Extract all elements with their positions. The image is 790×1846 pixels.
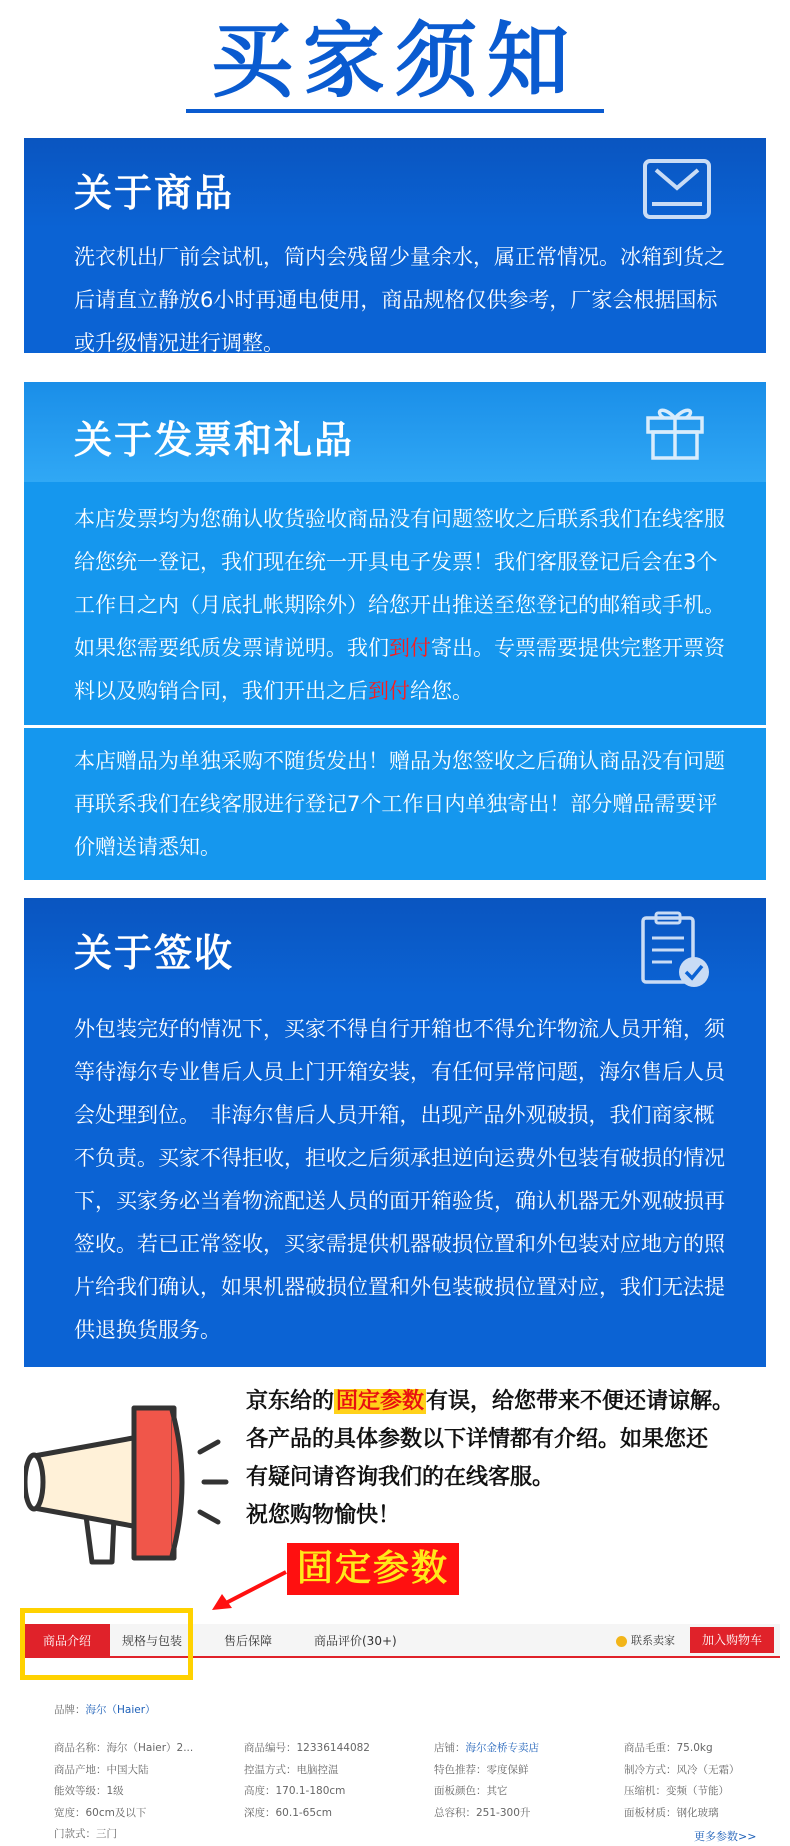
section-invoice-body bbox=[24, 498, 766, 713]
spec-col-1 bbox=[54, 1738, 193, 1846]
section-sign bbox=[24, 898, 766, 1367]
spec-col-4 bbox=[624, 1738, 740, 1824]
page-title-area bbox=[0, 0, 790, 120]
notice-line-2: 各产品的具体参数以下详情都有介绍。如果您还 bbox=[246, 1427, 709, 1452]
highlight-box bbox=[20, 1608, 193, 1680]
notice-line-3: 有疑问请咨询我们的在线客服。 bbox=[246, 1465, 555, 1490]
invoice-text-b: 寄出。专票需要提供完整开票资料以及购销合同，我们开出之后 bbox=[74, 636, 725, 703]
notice-highlight: 固定参数 bbox=[336, 1389, 425, 1414]
more-params-link[interactable]: 更多参数>> bbox=[694, 1830, 757, 1843]
spec-item: 能效等级：1级 bbox=[54, 1785, 124, 1797]
section-gift-body: 本店赠品为单独采购不随货发出！赠品为您签收之后确认商品没有问题再联系我们在线客服进行登记7个工作日内单独寄出！部分赠品需要评价赠送请悉知。 bbox=[74, 749, 725, 859]
megaphone-icon bbox=[24, 1396, 234, 1580]
notice-text bbox=[246, 1383, 786, 1535]
page-title: 买家须知 bbox=[210, 13, 579, 109]
section-sign-heading: 关于签收 bbox=[74, 931, 235, 975]
spec-item: 特色推荐：零度保鲜 bbox=[434, 1763, 529, 1776]
spec-item: 制冷方式：风冷（无霜） bbox=[624, 1763, 740, 1776]
spec-item: 商品名称：海尔（Haier）2... bbox=[54, 1742, 194, 1754]
section-invoice-heading: 关于发票和礼品 bbox=[74, 418, 355, 462]
notice-pre: 京东给的 bbox=[246, 1389, 335, 1414]
spec-col-2 bbox=[244, 1738, 370, 1824]
spec-brand-label: 品牌： bbox=[54, 1704, 86, 1716]
section-invoice-header bbox=[24, 382, 766, 482]
section-sign-body: 外包装完好的情况下，买家不得自行开箱也不得允许物流人员开箱，须等待海尔专业售后人员上门开箱安装，有任何异常问题，海尔售后人员会处理到位。 非海尔售后人员开箱，出现产品外观破损，我们商家概不负责。买家不得拒收，拒收之后须承担逆向运费外包装有破损的情况下，买家务必当着物流配送人员的面开箱验货，确认机器无外观破损再签收。若已正常签收，买家需提供机器破损位置和外包装对应地方的照片给我们确认，如果机器破损位置和外包装破损位置对应，我们无法提供退换货服务。 bbox=[74, 1017, 725, 1342]
contact-icon bbox=[616, 1636, 627, 1647]
gift-icon bbox=[642, 396, 708, 466]
arrow-icon bbox=[210, 1568, 290, 1618]
section-gift bbox=[24, 728, 766, 880]
notice-line-1 bbox=[246, 1383, 786, 1421]
invoice-cod-2: 到付 bbox=[368, 679, 410, 703]
spec-col-3 bbox=[434, 1738, 539, 1824]
add-to-cart-button[interactable]: 加入购物车 bbox=[690, 1627, 774, 1653]
section-goods bbox=[24, 138, 766, 353]
invoice-cod-1: 到付 bbox=[389, 636, 431, 660]
section-goods-header bbox=[24, 138, 766, 228]
spec-item: 商品产地：中国大陆 bbox=[54, 1763, 149, 1776]
spec-item: 总容积：251-300升 bbox=[434, 1806, 531, 1819]
section-goods-body: 洗衣机出厂前会试机，筒内会残留少量余水，属正常情况。冰箱到货之后请直立静放6小时再通电使用，商品规格仅供参考，厂家会根据国标或升级情况进行调整。 bbox=[74, 245, 725, 355]
shopping-bag-icon bbox=[642, 158, 712, 224]
spec-item: 门款式：三门 bbox=[54, 1828, 117, 1840]
spec-brand bbox=[54, 1702, 156, 1717]
tab-after-sales[interactable]: 售后保障 bbox=[224, 1634, 273, 1648]
spec-item: 面板材质：钢化玻璃 bbox=[624, 1806, 719, 1819]
tab-specs-packaging[interactable]: 规格与包装 bbox=[122, 1634, 183, 1648]
spec-brand-value[interactable]: 海尔（Haier） bbox=[85, 1704, 156, 1716]
fixed-params-tag: 固定参数 bbox=[287, 1543, 459, 1595]
spec-item: 宽度：60cm及以下 bbox=[54, 1806, 147, 1819]
notice-line1-post: 有误，给您带来不便还请谅解。 bbox=[426, 1389, 735, 1414]
spec-item: 高度：170.1-180cm bbox=[244, 1785, 346, 1797]
spec-store bbox=[434, 1738, 539, 1760]
spec-item: 压缩机：变频（节能） bbox=[624, 1785, 729, 1797]
spec-item: 深度：60.1-65cm bbox=[244, 1806, 333, 1819]
section-invoice bbox=[24, 382, 766, 725]
spec-item: 商品编号：12336144082 bbox=[244, 1742, 370, 1754]
tab-reviews[interactable]: 商品评价(30+) bbox=[314, 1634, 397, 1648]
spec-item: 商品毛重：75.0kg bbox=[624, 1742, 713, 1754]
invoice-text-c: 给您。 bbox=[410, 679, 473, 703]
spec-item: 面板颜色：其它 bbox=[434, 1785, 508, 1797]
clipboard-check-icon bbox=[638, 910, 714, 996]
spec-store-label: 店铺： bbox=[434, 1742, 466, 1754]
notice-line-4: 祝您购物愉快！ bbox=[246, 1503, 401, 1528]
contact-seller-label: 联系卖家 bbox=[631, 1634, 675, 1647]
invoice-text-a: 本店发票均为您确认收货验收商品没有问题签收之后联系我们在线客服给您统一登记，我们现在统一开具电子发票！我们客服登记后会在3个工作日之内（月底扎帐期除外）给您开出推送至您登记的邮箱或手机。如果您需要纸质发票请说明。我们 bbox=[74, 507, 725, 660]
spec-item: 控温方式：电脑控温 bbox=[244, 1763, 339, 1776]
title-underline bbox=[186, 109, 604, 113]
section-goods-heading: 关于商品 bbox=[74, 171, 235, 215]
tab-product-intro[interactable]: 商品介绍 bbox=[24, 1624, 110, 1658]
contact-seller-link[interactable] bbox=[616, 1624, 675, 1658]
section-sign-header bbox=[24, 898, 766, 994]
spec-store-link[interactable]: 海尔金桥专卖店 bbox=[465, 1742, 539, 1754]
